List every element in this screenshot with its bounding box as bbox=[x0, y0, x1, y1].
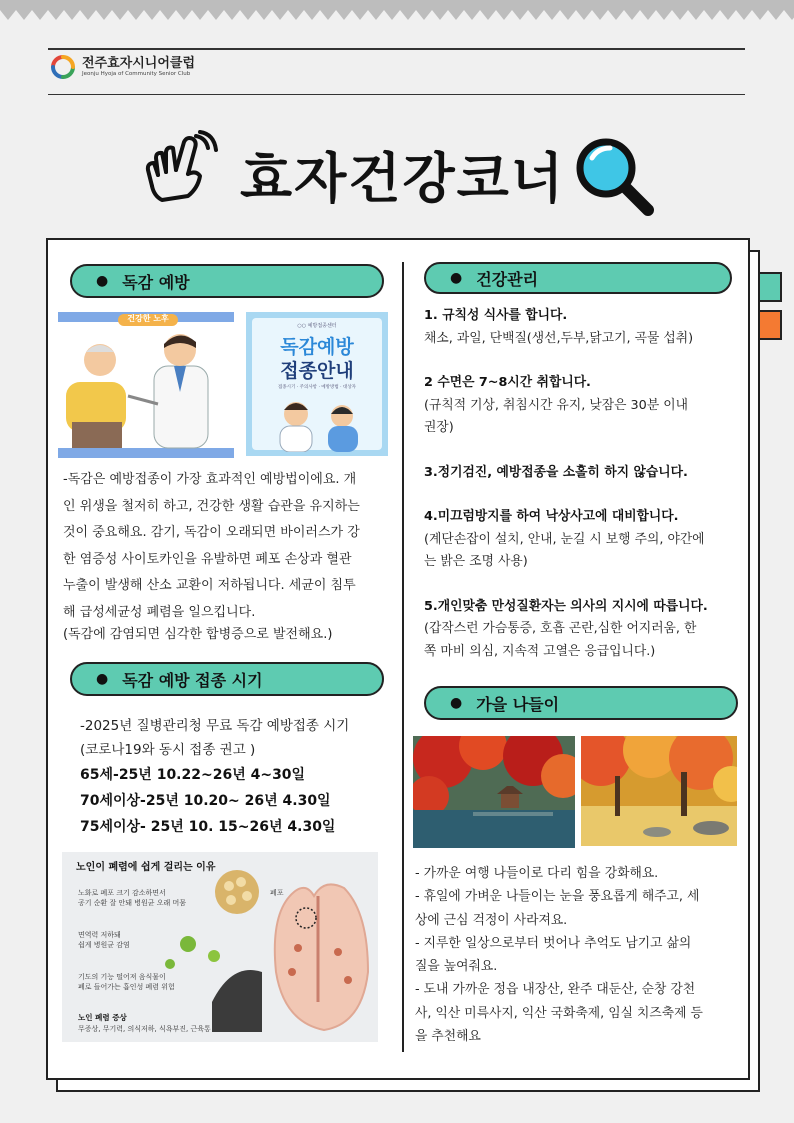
org-logo bbox=[50, 54, 195, 80]
outing-line: - 휴일에 가벼운 나들이는 눈을 풍요롭게 해주고, 세 bbox=[415, 889, 700, 905]
infographic-item-3a: 기도의 기능 떨어져 음식물이 bbox=[78, 973, 166, 981]
paragraph-line: (독감에 감염되면 심각한 합병증으로 발전해요.) bbox=[63, 627, 333, 642]
header-bottom-rule bbox=[48, 94, 745, 95]
tip-body: 채소, 과일, 단백질(생선,두부,닭고기, 곡물 섭취) bbox=[424, 330, 694, 346]
tip-body: 는 밝은 조명 사용) bbox=[424, 554, 528, 569]
flu-paragraph bbox=[63, 467, 393, 644]
banner-healthy-aging: 건강한 노후 bbox=[127, 314, 169, 323]
tip-body: 권장) bbox=[424, 420, 454, 435]
schedule-note: (코로나19와 동시 접종 권고 ) bbox=[80, 742, 256, 758]
paragraph-line: -독감은 예방접종이 가장 효과적인 예방법이에요. 개 bbox=[63, 472, 357, 487]
outing-line: 을 추천해요 bbox=[415, 1029, 481, 1045]
infographic-symptom-title: 노인 폐렴 증상 bbox=[78, 1013, 127, 1022]
paragraph-line: 것이 중요해요. 감기, 독감이 오래되면 바이러스가 강 bbox=[63, 525, 360, 540]
poster-small-top: ○○ 예방접종센터 bbox=[297, 323, 337, 329]
pneumonia-infographic bbox=[62, 852, 378, 1042]
tip-body: (계단손잡이 설치, 안내, 눈길 시 보행 주의, 야간에 bbox=[424, 531, 705, 547]
infographic-lung-label: 폐포 bbox=[270, 889, 284, 897]
bullet-dot: ● bbox=[450, 270, 463, 286]
section-heading-text: 독감 예방 bbox=[122, 272, 190, 292]
schedule-intro: -2025년 질병관리청 무료 독감 예방접종 시기 bbox=[80, 718, 350, 734]
tip-body: (갑작스런 가슴통증, 호흡 곤란,심한 어지러움, 한 bbox=[424, 621, 697, 636]
column-divider bbox=[402, 262, 404, 1052]
vaccination-schedule bbox=[80, 714, 349, 840]
tip-body: 쪽 마비 의심, 지속적 고열은 응급입니다.) bbox=[424, 643, 656, 659]
logo-icon bbox=[50, 54, 76, 80]
section-heading-health-care bbox=[424, 262, 732, 294]
tip-body: (규칙적 기상, 취침시간 유지, 낮잠은 30분 이내 bbox=[424, 397, 688, 413]
bullet-dot: ● bbox=[450, 695, 463, 711]
schedule-75: 75세이상- 25년 10. 15~26년 4.30일 bbox=[80, 819, 336, 835]
paragraph-line: 누출이 발생해 산소 교환이 저하됩니다. 세균이 침투 bbox=[63, 578, 356, 593]
section-heading-flu-prevention bbox=[70, 264, 384, 298]
top-zigzag-border bbox=[0, 0, 794, 22]
tip-title: 4.미끄럼방지를 하여 낙상사고에 대비합니다. bbox=[424, 509, 679, 524]
health-tips bbox=[424, 305, 740, 663]
poster-line-1: 독감예방 bbox=[280, 336, 354, 358]
section-heading-text: 독감 예방 접종 시기 bbox=[122, 670, 263, 690]
section-heading-text: 건강관리 bbox=[476, 269, 539, 289]
vaccination-illustration bbox=[58, 312, 234, 458]
infographic-item-1a: 노화로 폐포 크기 감소하면서 bbox=[78, 889, 166, 897]
bullet-dot: ● bbox=[96, 273, 109, 289]
poster-line-2: 접종안내 bbox=[280, 360, 354, 382]
autumn-outing-text bbox=[415, 862, 740, 1048]
header-top-rule bbox=[48, 48, 745, 50]
infographic-symptom-list: 무증상, 무기력, 의식저하, 식욕부진, 근육통 bbox=[78, 1025, 211, 1033]
tip-title: 1. 규칙성 식사를 합니다. bbox=[424, 308, 568, 323]
title-row bbox=[0, 128, 794, 228]
tip-title: 2 수면은 7~8시간 취합니다. bbox=[424, 375, 591, 390]
org-name-english: Jeonju Hyoja of Community Senior Club bbox=[82, 70, 191, 77]
autumn-park-photo bbox=[581, 736, 737, 846]
paragraph-line: 인 위생을 철저히 하고, 건강한 생활 습관을 유지하는 bbox=[63, 498, 360, 514]
infographic-item-2a: 면역력 저하돼 bbox=[78, 931, 121, 939]
infographic-item-2b: 쉽게 병원균 감염 bbox=[78, 941, 130, 949]
schedule-70: 70세이상-25년 10.20~ 26년 4.30일 bbox=[80, 793, 331, 809]
outing-line: 사, 익산 미륵사지, 익산 국화축제, 임실 치즈축제 등 bbox=[415, 1005, 703, 1021]
outing-line: 질을 높여줘요. bbox=[415, 959, 498, 975]
paragraph-line: 해 급성세균성 폐렴을 일으킵니다. bbox=[63, 604, 256, 620]
page-title: 효자건강코너 bbox=[240, 147, 565, 210]
paragraph-line: 한 염증성 사이토카인을 유발하면 폐포 손상과 혈관 bbox=[63, 551, 352, 567]
pointing-hand-icon bbox=[140, 130, 220, 208]
flu-vaccination-poster bbox=[246, 312, 388, 456]
infographic-title: 노인이 폐렴에 쉽게 걸리는 이유 bbox=[76, 862, 216, 873]
schedule-65: 65세-25년 10.22~26년 4~30일 bbox=[80, 767, 306, 783]
outing-line: - 가까운 여행 나들이로 다리 힘을 강화해요. bbox=[415, 866, 659, 881]
outing-line: - 도내 가까운 정읍 내장산, 완주 대둔산, 순창 강천 bbox=[415, 982, 696, 998]
section-heading-autumn-outing bbox=[424, 686, 738, 720]
autumn-pavilion-photo bbox=[413, 736, 575, 848]
outing-line: 상에 근심 걱정이 사라져요. bbox=[415, 912, 568, 928]
bullet-dot: ● bbox=[96, 671, 109, 687]
magnifier-icon bbox=[572, 134, 658, 220]
infographic-item-3b: 폐로 들어가는 흡인성 폐렴 위험 bbox=[78, 983, 175, 991]
org-name-korean: 전주효자시니어클럽 bbox=[82, 55, 196, 71]
tip-title: 3.정기검진, 예방접종을 소홀히 하지 않습니다. bbox=[424, 464, 688, 480]
poster-small-sub: 접종시기 · 주의사항 · 예방방법 · 대상자 bbox=[277, 385, 357, 390]
section-heading-vaccination-period bbox=[70, 662, 384, 696]
tip-title: 5.개인맞춤 만성질환자는 의사의 지시에 따릅니다. bbox=[424, 598, 708, 614]
section-heading-text: 가을 나들이 bbox=[476, 694, 560, 714]
infographic-item-1b: 공기 순환 잘 안돼 병원균 오래 머뭄 bbox=[78, 899, 187, 907]
outing-line: - 지루한 일상으로부터 벗어나 추억도 남기고 삶의 bbox=[415, 935, 692, 951]
